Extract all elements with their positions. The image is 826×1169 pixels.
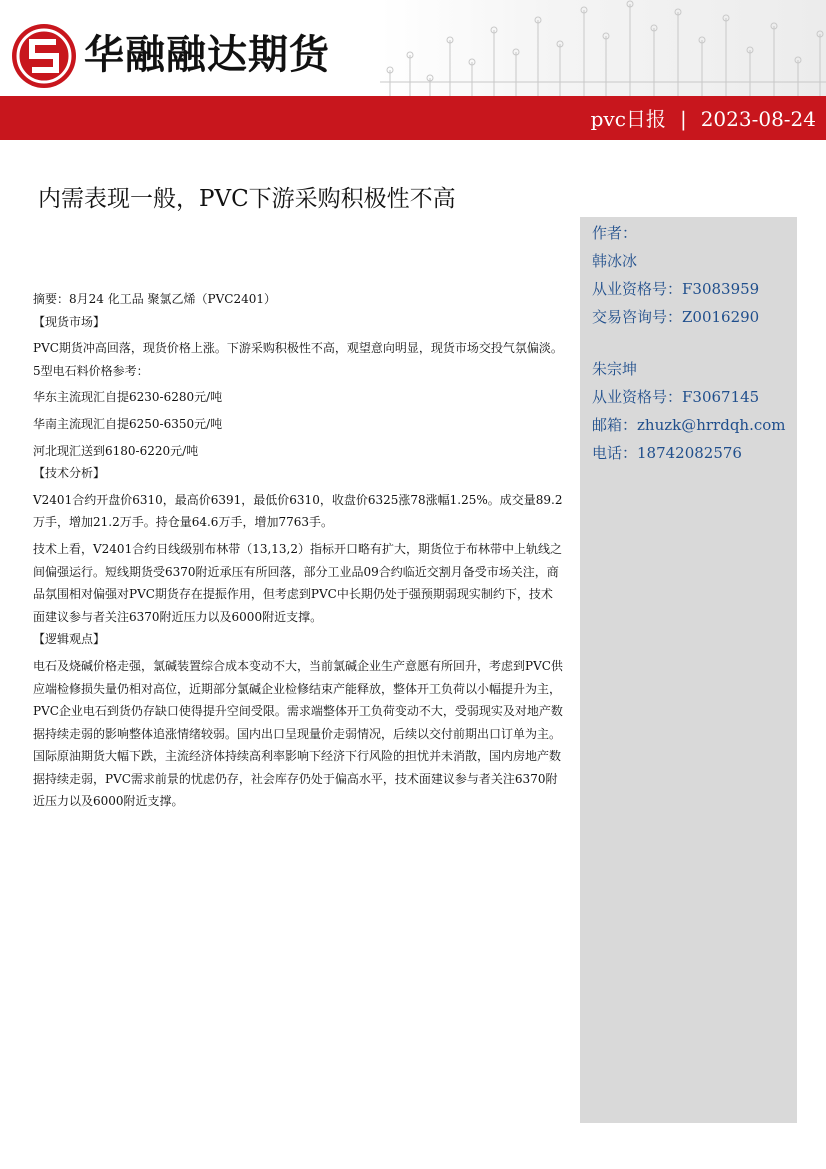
report-date: 2023-08-24 — [700, 107, 816, 131]
header-separator: | — [679, 107, 687, 131]
spot-paragraph: PVC期货冲高回落，现货价格上涨。下游采购积极性不高，观望意向明显，现货市场交投气氛偏淡。5型电石料价格参考： — [33, 341, 563, 378]
logic-paragraph: 电石及烧碱价格走强，氯碱装置综合成本变动不大，当前氯碱企业生产意愿有所回升，考虑到PVC供应端检修损失量仍相对高位，近期部分氯碱企业检修结束产能释放，整体开工负荷以小幅提升为主，PVC企业电石到货仍存缺口使得提升空间受限。需求端整体开工负荷变动不大，受弱现实及对地产数据持续走弱的影响整体追涨情绪较弱。国内出口呈现量价走弱情况，后续以交付前期出口订单为主。国际原油期货大幅下跌，主流经济体持续高利率影响下经济下行风险的担忧并未消散，国内房地产数据持续走弱，PVC需求前景的忧虑仍存，社会库存仍处于偏高水平，技术面建议参与者关注6370附近压力以及6000附近支撑。 — [33, 658, 563, 809]
author-sidebar — [580, 217, 797, 1123]
author-phone: 电话：18742082576 — [592, 444, 742, 462]
price-line: 华南主流现汇自提6250-6350元/吨 — [33, 416, 223, 431]
author-name: 朱宗坤 — [592, 360, 638, 378]
report-type-date — [591, 104, 816, 134]
section-heading-technical: 【技术分析】 — [33, 466, 106, 481]
report-type: pvc日报 — [590, 107, 666, 131]
author-consult-number: 交易咨询号：Z0016290 — [592, 308, 760, 326]
author-license: 从业资格号：F3067145 — [592, 388, 760, 406]
section-heading-spot: 【现货市场】 — [33, 314, 106, 329]
author-name: 韩冰冰 — [592, 252, 638, 270]
author-label: 作者： — [592, 224, 638, 242]
price-line: 河北现汇送到6180-6220元/吨 — [33, 443, 199, 458]
section-heading-logic: 【逻辑观点】 — [33, 632, 106, 647]
price-line: 华东主流现汇自提6230-6280元/吨 — [33, 390, 223, 405]
summary: 摘要：8月24 化工品 聚氯乙烯（PVC2401） — [33, 292, 276, 306]
report-title: 内需表现一般，PVC下游采购积极性不高 — [38, 186, 456, 212]
page-header — [0, 0, 826, 96]
report-body — [33, 288, 563, 813]
company-logo-icon — [10, 22, 78, 90]
author-license: 从业资格号：F3083959 — [592, 280, 760, 298]
technical-paragraph: 技术上看，V2401合约日线级别布林带（13,13,2）指标开口略有扩大，期货位于布林带中上轨线之间偏强运行。短线期货受6370附近承压有所回落，部分工业品09合约临近交割月备受市场关注，商品氛围相对偏强对PVC期货存在提振作用，但考虑到PVC中长期仍处于强预期弱现实制约下，技术面建议参与者关注6370附近压力以及6000附近支撑。 — [33, 541, 563, 624]
technical-paragraph: V2401合约开盘价6310，最高价6391，最低价6310，收盘价6325涨78涨幅1.25%。成交量89.2万手，增加21.2万手。持仓量64.6万手，增加7763手。 — [33, 492, 563, 530]
author-email: 邮箱：zhuzk@hrrdqh.com — [592, 416, 786, 434]
decorative-lines-graphic — [380, 0, 826, 96]
brand-name: 华融融达期货 — [84, 32, 330, 78]
